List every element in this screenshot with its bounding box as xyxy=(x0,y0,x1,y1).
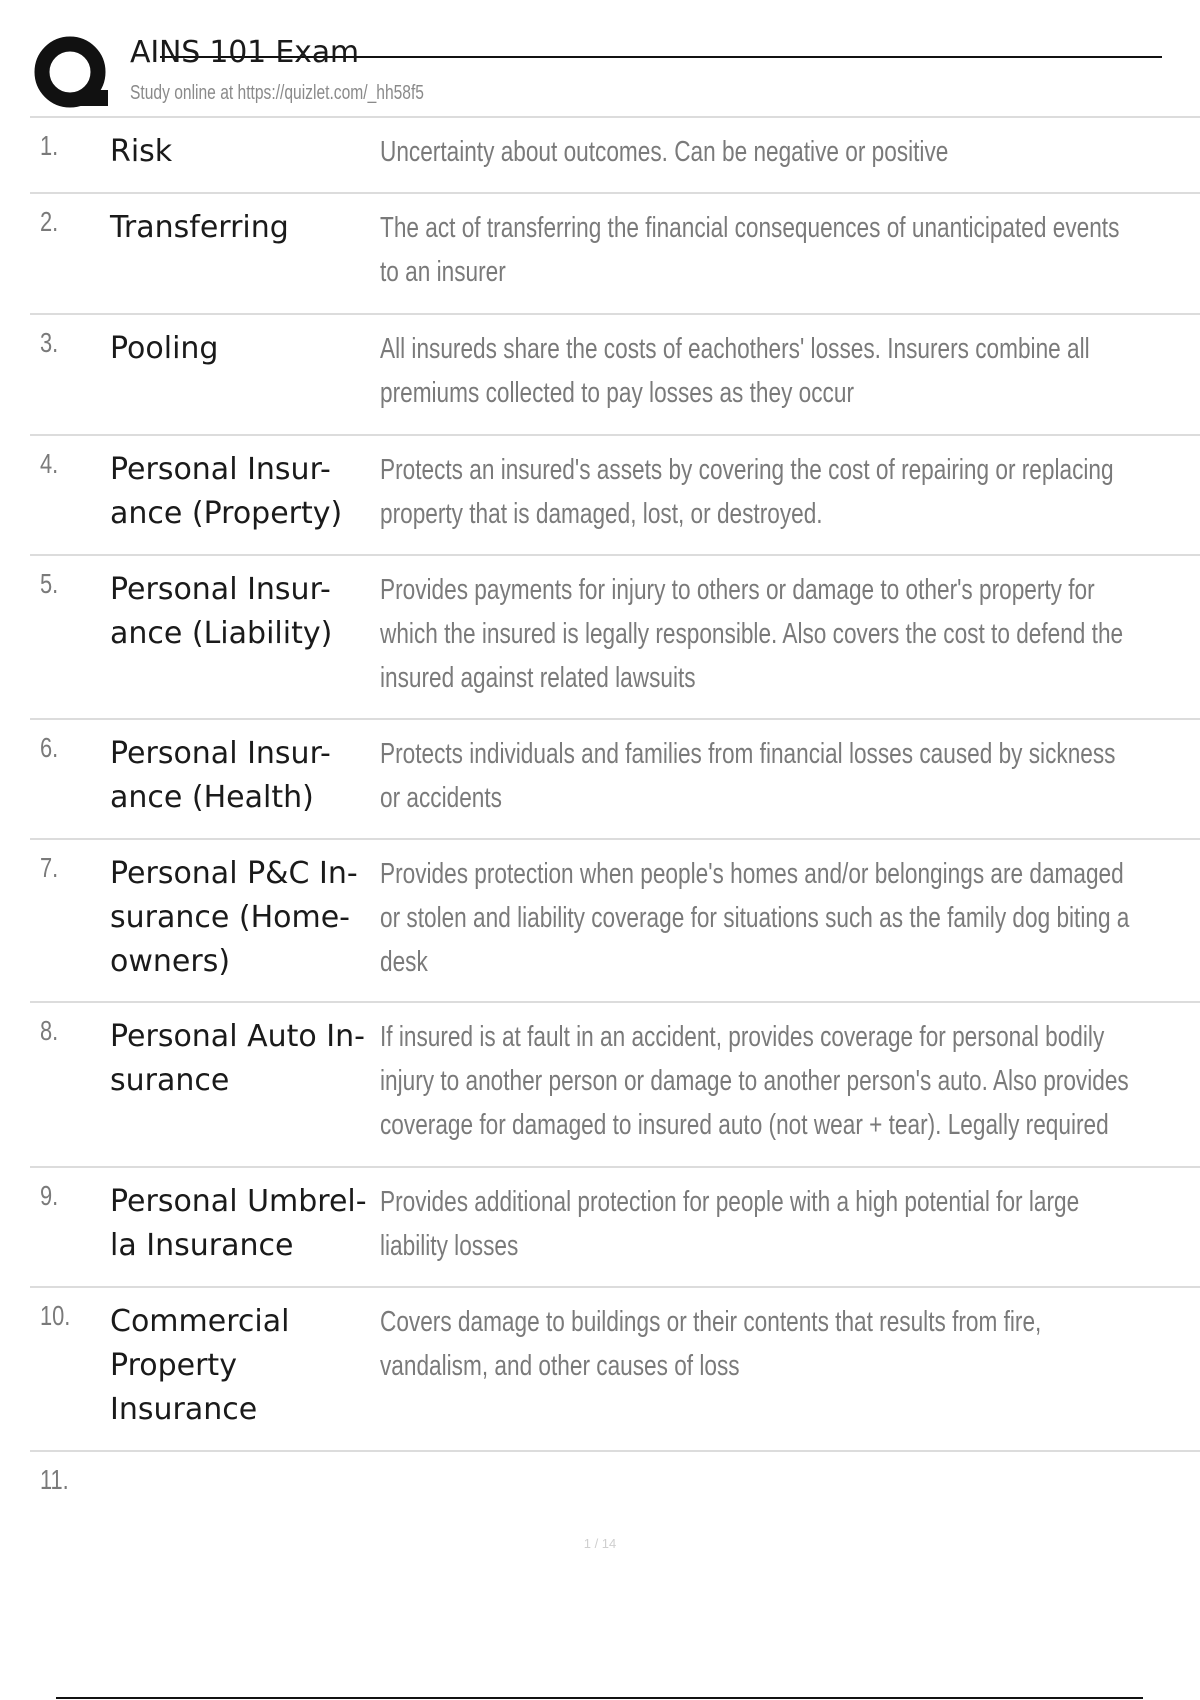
footer-divider xyxy=(56,1697,1143,1699)
quizlet-logo-icon xyxy=(32,34,112,114)
card-definition: The act of transferring the financial consequences of unanticipated events to an insurer xyxy=(380,212,1120,288)
card-definition: All insureds share the costs of eachothers' losses. Insurers combine all premiums collected to pay losses as they occur xyxy=(380,333,1090,409)
card-term: Commercial Property Insurance xyxy=(110,1304,290,1427)
flashcard-row xyxy=(30,720,1200,840)
page-title: AINS 101 Exam xyxy=(130,35,359,70)
card-definition: Provides additional protection for people with a high potential for large liability losses xyxy=(380,1186,1080,1262)
card-term: Personal Insur-ance (Liability) xyxy=(110,572,333,651)
flashcard-row xyxy=(30,436,1200,556)
card-definition: Covers damage to buildings or their contents that results from fire, vandalism, and other causes of loss xyxy=(380,1306,1042,1382)
card-number: 10. xyxy=(40,1300,71,1331)
document-header xyxy=(30,28,1140,116)
card-definition: Provides protection when people's homes and/or belongings are damaged or stolen and liability coverage for situations such as the family dog biting a desk xyxy=(380,858,1130,978)
card-number: 11. xyxy=(40,1464,69,1495)
card-number: 7. xyxy=(40,852,59,883)
card-definition: Uncertainty about outcomes. Can be negative or positive xyxy=(380,136,949,168)
card-term: Personal Insur-ance (Health) xyxy=(110,736,331,815)
card-number: 1. xyxy=(40,130,59,161)
card-term: Personal P&C In-surance (Home-owners) xyxy=(110,856,358,979)
card-number: 4. xyxy=(40,448,59,479)
card-term: Transferring xyxy=(110,210,289,245)
card-term: Personal Auto In-surance xyxy=(110,1019,365,1098)
card-number: 6. xyxy=(40,732,59,763)
flashcard-row xyxy=(30,1288,1200,1452)
card-number: 9. xyxy=(40,1180,59,1211)
page-indicator: 1 / 14 xyxy=(583,1536,617,1551)
card-number: 3. xyxy=(40,327,59,358)
card-number: 5. xyxy=(40,568,59,599)
card-term: Personal Insur-ance (Property) xyxy=(110,452,343,531)
card-term: Personal Umbrel-la Insurance xyxy=(110,1184,367,1263)
card-definition: Provides payments for injury to others or damage to other's property for which the insured is legally responsible. Also covers the cost to defend the insured against related lawsuits xyxy=(380,574,1124,694)
card-definition: Protects individuals and families from financial losses caused by sickness or accidents xyxy=(380,738,1116,814)
flashcard-row xyxy=(30,1168,1200,1288)
card-number: 2. xyxy=(40,206,59,237)
flashcard-row xyxy=(30,1003,1200,1168)
study-online-link[interactable]: Study online at https://quizlet.com/_hh58f5 xyxy=(130,82,424,104)
flashcard-row xyxy=(30,1452,1200,1532)
card-term: Pooling xyxy=(110,331,219,366)
flashcard-row xyxy=(30,315,1200,436)
flashcard-row xyxy=(30,556,1200,720)
card-number: 8. xyxy=(40,1015,59,1046)
card-definition: Protects an insured's assets by covering the cost of repairing or replacing property that is damaged, lost, or destroyed. xyxy=(380,454,1114,530)
flashcard-list xyxy=(30,116,1200,1532)
flashcard-row xyxy=(30,840,1200,1003)
card-definition: If insured is at fault in an accident, provides coverage for personal bodily injury to another person or damage to another person's auto. Also provides coverage for damaged to insured auto (not wear + tear). Legally required xyxy=(380,1021,1129,1141)
flashcard-row xyxy=(30,118,1200,194)
flashcard-row xyxy=(30,194,1200,315)
card-term: Risk xyxy=(110,134,173,169)
